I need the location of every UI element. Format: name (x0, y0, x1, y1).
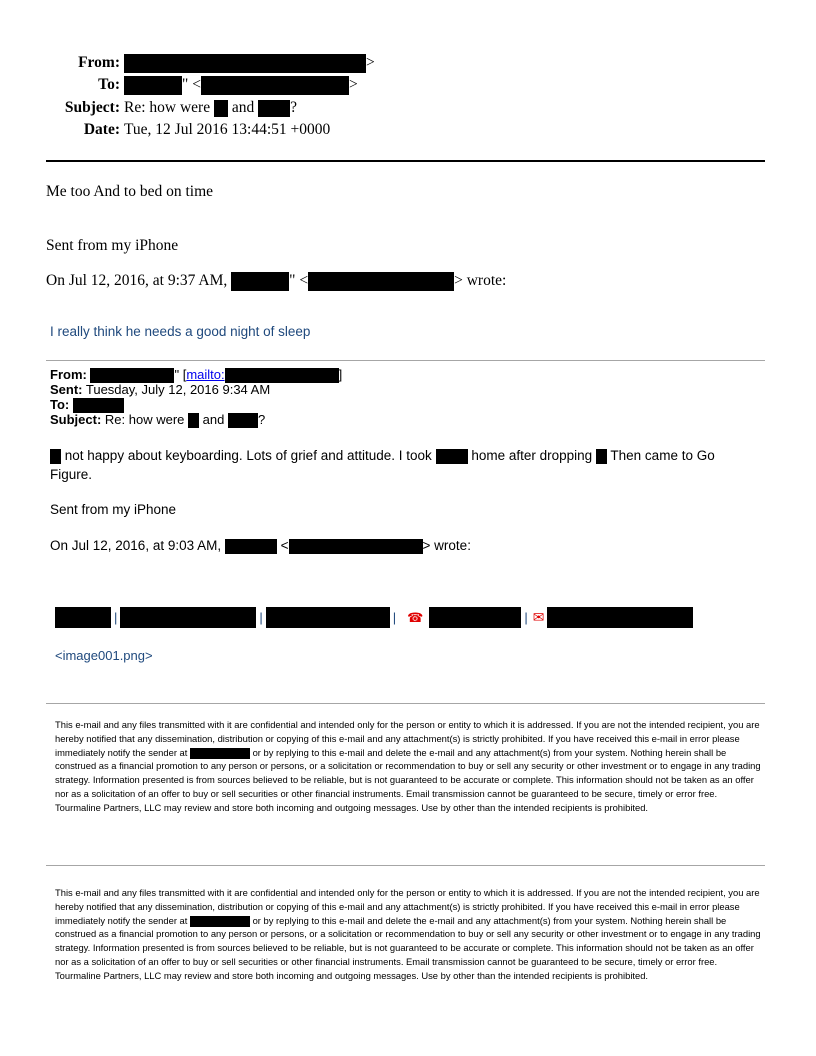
forward-sent-label: Sent: (50, 382, 83, 397)
sig-separator: | (259, 610, 263, 625)
forward-quote-mid: < (280, 538, 289, 553)
redacted-sig-email (547, 607, 693, 628)
redacted-body-name-2 (436, 449, 468, 464)
forward-quote-line (50, 536, 471, 555)
forward-body (50, 446, 750, 484)
forward-subject-end: ? (257, 412, 266, 427)
forward-divider (46, 360, 765, 361)
reply-quote-line (46, 272, 506, 291)
redacted-mailto-address (225, 368, 339, 383)
redacted-sig-company (266, 607, 390, 628)
to-label: To: (98, 76, 120, 93)
forward-body-c: Then came to Go Figure. (50, 448, 715, 482)
mailto-link[interactable]: mailto: (186, 367, 225, 382)
redacted-body-name-3 (596, 449, 607, 464)
sig-separator: | (524, 610, 528, 625)
envelope-icon: ✉ (532, 609, 545, 625)
forward-body-a: not happy about keyboarding. Lots of grief and attitude. I took (64, 448, 432, 463)
quote-prefix: On Jul 12, 2016, at 9:37 AM, (46, 272, 228, 290)
forward-subject-prefix: Re: how were (104, 412, 185, 427)
quote-suffix: > wrote: (454, 272, 507, 290)
forward-from-label: From: (50, 367, 87, 382)
reply-text: Me too And to bed on time (46, 183, 214, 200)
forward-quote-suffix: > wrote: (422, 538, 471, 553)
sig-separator: | (392, 610, 397, 625)
sig-separator: | (114, 610, 118, 625)
redacted-forward-quote-name (225, 539, 277, 554)
redacted-forward-quote-address (289, 539, 423, 554)
forward-subject-and: and (202, 412, 225, 427)
header-date-row (44, 120, 330, 140)
redacted-subject-name-2 (258, 100, 290, 117)
to-mid: " < (182, 76, 201, 93)
disclaimer-1-part2: or by replying to this e-mail and delete the e-mail and any attachment(s) from your system. Nothing herein shall be construed as a financial promotion to any person or persons, or a solicitation or recommendation to buy or sell any security or other investment or to engage in any trading strategy. Information presented is from sources believed to be reliable, but is not guaranteed to be accurate or complete. This information should not be taken as an offer nor as a solicitation of an offer to buy or sell securities or other financial instruments. Email transmission cannot be guaranteed to be secure, timely or error free. Tourmaline Partners, LLC may review and store both incoming and outgoing messages. Use by other than the intended recipients is prohibited. (55, 746, 761, 813)
redacted-body-name-1 (50, 449, 61, 464)
forward-subject-label: Subject: (50, 412, 102, 427)
subject-label: Subject: (64, 99, 120, 116)
redacted-forward-subject-1 (188, 413, 199, 428)
redacted-quote-name (231, 272, 289, 291)
subject-end: ? (290, 99, 297, 116)
phone-icon: ☎ (407, 609, 424, 625)
redacted-from-address (124, 54, 366, 73)
forward-from-tail: ] (338, 367, 343, 382)
forward-subject-row (50, 412, 265, 428)
forward-quote-prefix: On Jul 12, 2016, at 9:03 AM, (50, 538, 222, 553)
disclaimer-2-part1: This e-mail and any files transmitted with it are confidential and intended only for the person or entity to which it is addressed. If you are not the intended recipient, you are hereby notified that any dissemination, distribution or copying of this e-mail and any attachment(s) is strictly prohibited. If you have received this e-mail in error please immediately notify the sender at (55, 887, 760, 926)
header-divider (46, 160, 765, 162)
forward-signature: Sent from my iPhone (50, 502, 177, 517)
disclaimer-2-part2: or by replying to this e-mail and delete the e-mail and any attachment(s) from your system. Nothing herein shall be construed as a financial promotion to any person or persons, or a solicitation or recommendation to buy or sell any security or other investment or to engage in any trading strategy. Information presented is from sources believed to be reliable, but is not guaranteed to be accurate or complete. This information should not be taken as an offer nor as a solicitation of an offer to buy or sell securities or other financial instruments. Email transmission cannot be guaranteed to be secure, timely or error free. Tourmaline Partners, LLC may review and store both incoming and outgoing messages. Use by other than the intended recipients is prohibited. (55, 914, 761, 981)
disclaimer-divider-1 (46, 703, 765, 704)
redacted-to-name (124, 76, 182, 95)
from-tail: > (366, 54, 375, 71)
disclaimer-1 (55, 718, 765, 815)
header-to-row (44, 75, 358, 95)
forward-body-b: home after dropping (471, 448, 593, 463)
subject-and: and (231, 99, 255, 116)
redacted-sig-title (120, 607, 256, 628)
redacted-sig-name (55, 607, 111, 628)
disclaimer-1-part1: This e-mail and any files transmitted with it are confidential and intended only for the person or entity to which it is addressed. If you are not the intended recipient, you are hereby notified that any dissemination, distribution or copying of this e-mail and any attachment(s) is strictly prohibited. If you have received this e-mail in error please immediately notify the sender at (55, 719, 760, 758)
quote-mid: " < (289, 272, 309, 290)
forward-from-mid: " [ (174, 367, 187, 382)
redacted-forward-from-name (90, 368, 174, 383)
image-attachment-name[interactable]: <image001.png> (55, 648, 153, 663)
header-from-row (44, 53, 375, 73)
date-value: Tue, 12 Jul 2016 13:44:51 +0000 (124, 121, 331, 138)
signature-block (55, 607, 693, 629)
disclaimer-2 (55, 886, 765, 983)
redacted-disclaimer-contact-1 (190, 748, 250, 759)
redacted-forward-to (73, 398, 124, 413)
redacted-quote-address (308, 272, 454, 291)
header-subject-row (44, 98, 297, 118)
redacted-disclaimer-contact-2 (190, 916, 250, 927)
redacted-to-address (201, 76, 349, 95)
to-tail: > (348, 76, 358, 93)
forward-sent-row (50, 382, 270, 397)
redacted-forward-subject-2 (228, 413, 258, 428)
disclaimer-divider-2 (46, 865, 765, 866)
forward-from-row (50, 367, 342, 383)
redacted-subject-name-1 (214, 100, 228, 117)
quoted-text: I really think he needs a good night of sleep (50, 324, 311, 339)
date-label: Date: (83, 121, 120, 138)
subject-prefix: Re: how were (124, 99, 211, 116)
forward-sent-value: Tuesday, July 12, 2016 9:34 AM (85, 382, 271, 397)
forward-to-label: To: (50, 397, 70, 412)
redacted-sig-phone (429, 607, 521, 628)
reply-signature: Sent from my iPhone (46, 237, 179, 254)
forward-to-row (50, 397, 124, 413)
from-label: From: (78, 54, 120, 71)
